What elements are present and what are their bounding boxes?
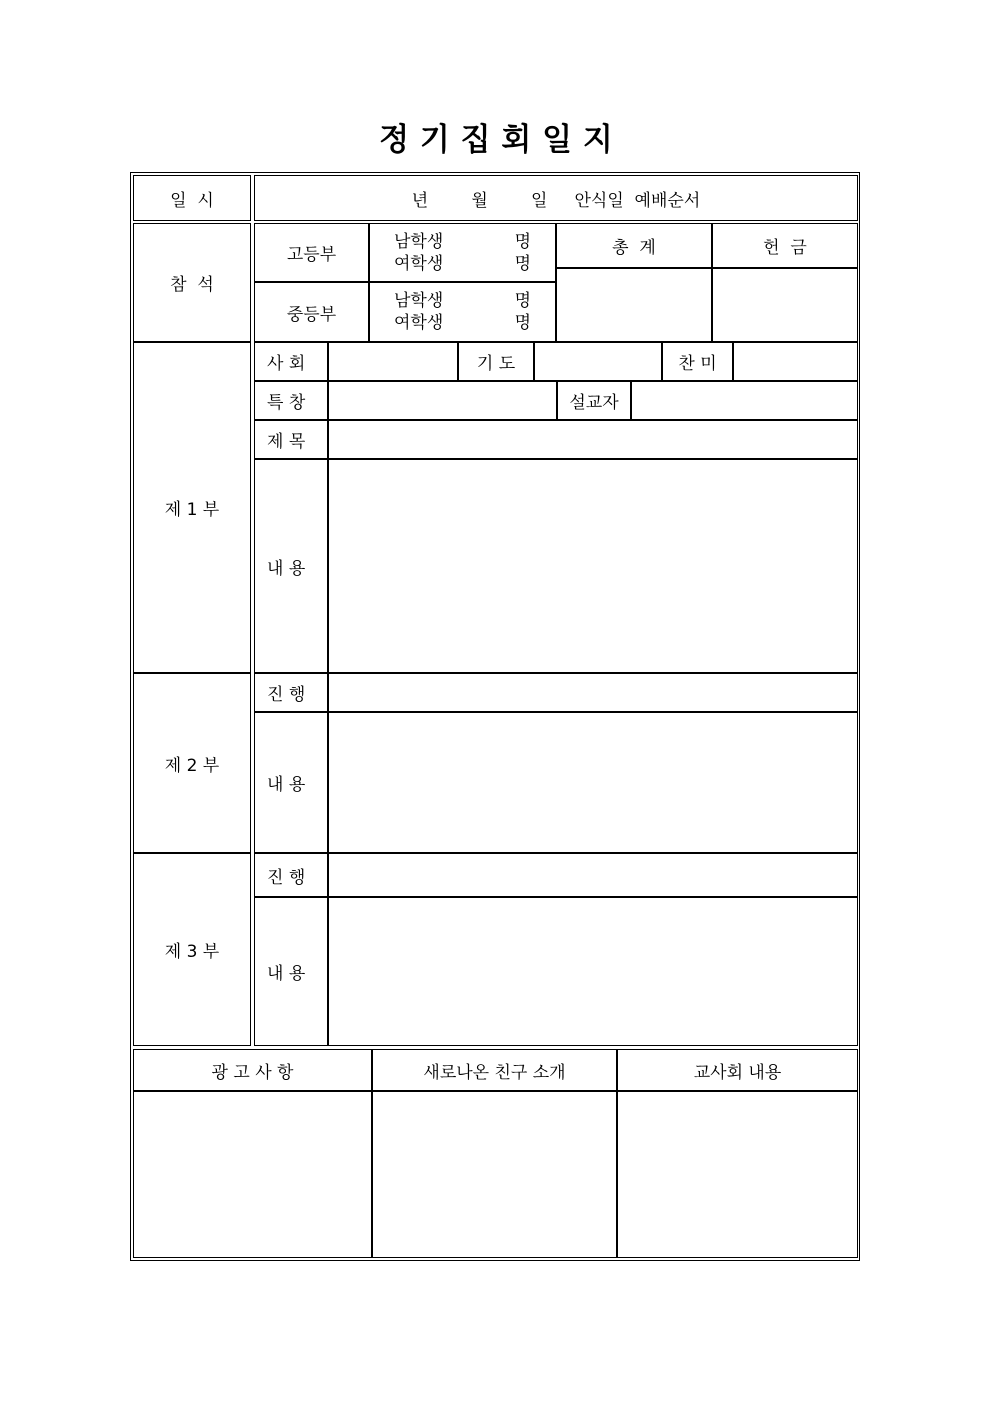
special-song-label: 특 창: [254, 381, 328, 420]
high-school-label: 고등부: [254, 223, 369, 282]
part1-content-field[interactable]: [328, 459, 858, 673]
high-school-count-field[interactable]: [369, 223, 556, 282]
new-friends-label: 새로나온 친구 소개: [372, 1049, 617, 1091]
middle-school-label: 중등부: [254, 282, 369, 342]
part3-progress-field[interactable]: [328, 853, 858, 897]
male-label: 남학생: [394, 291, 444, 311]
count-unit: 명: [514, 253, 531, 274]
count-unit: 명: [514, 291, 531, 311]
part2-content-field[interactable]: [328, 712, 858, 853]
hymn-label: 찬 미: [662, 342, 733, 381]
preacher-label: 설교자: [557, 381, 631, 420]
special-song-field[interactable]: [328, 381, 557, 420]
part3-content-label: 내 용: [254, 897, 328, 1046]
count-unit: 명: [514, 231, 531, 252]
male-label: 남학생: [394, 231, 444, 252]
part3-label: 제 3 부: [133, 853, 251, 1046]
prayer-field[interactable]: [534, 342, 662, 381]
female-label: 여학생: [394, 313, 444, 333]
part2-progress-field[interactable]: [328, 673, 858, 712]
part1-label: 제 1 부: [133, 342, 251, 673]
part3-content-field[interactable]: [328, 897, 858, 1046]
teachers-meeting-field[interactable]: [617, 1091, 858, 1258]
attendance-label: 참 석: [133, 223, 251, 342]
part2-progress-label: 진 행: [254, 673, 328, 712]
host-label: 사 회: [254, 342, 328, 381]
teachers-meeting-label: 교사회 내용: [617, 1049, 858, 1091]
part2-content-label: 내 용: [254, 712, 328, 853]
subject-label: 제 목: [254, 420, 328, 459]
announcements-label: 광 고 사 항: [133, 1049, 372, 1091]
preacher-field[interactable]: [631, 381, 858, 420]
total-field[interactable]: [556, 268, 712, 342]
page-title: 정 기 집 회 일 지: [379, 122, 613, 158]
part2-label: 제 2 부: [133, 673, 251, 853]
prayer-label: 기 도: [458, 342, 534, 381]
announcements-field[interactable]: [133, 1091, 372, 1258]
host-field[interactable]: [328, 342, 458, 381]
total-label: 총 계: [556, 223, 712, 268]
count-unit: 명: [514, 313, 531, 333]
female-label: 여학생: [394, 253, 444, 274]
part1-content-label: 내 용: [254, 459, 328, 673]
offering-field[interactable]: [712, 268, 858, 342]
offering-label: 헌 금: [712, 223, 858, 268]
part3-progress-label: 진 행: [254, 853, 328, 897]
date-field[interactable]: 년 월 일 안식일 예배순서: [254, 175, 858, 221]
hymn-field[interactable]: [733, 342, 858, 381]
date-label: 일 시: [133, 175, 251, 221]
new-friends-field[interactable]: [372, 1091, 617, 1258]
middle-school-count-field[interactable]: [369, 282, 556, 342]
subject-field[interactable]: [328, 420, 858, 459]
